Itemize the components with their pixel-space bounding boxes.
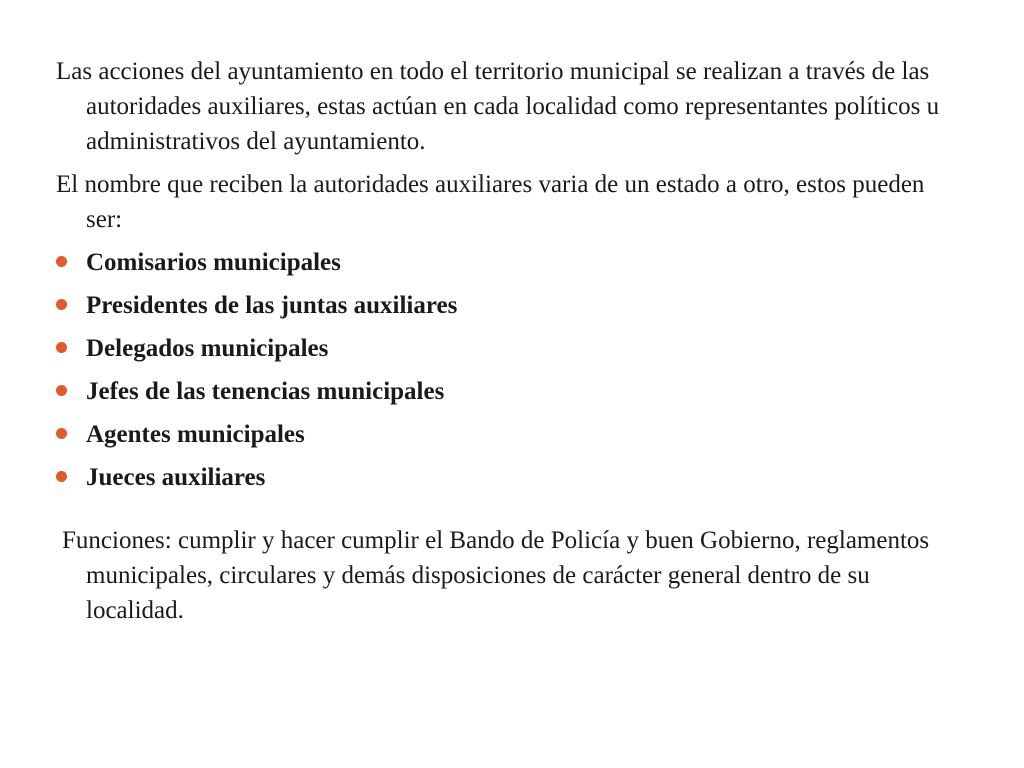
- bullet-icon: [56, 342, 67, 353]
- list-item-label: Comisarios municipales: [86, 249, 341, 276]
- list-item-label: Agentes municipales: [86, 421, 305, 448]
- list-item: [56, 331, 966, 366]
- authorities-list: [56, 245, 966, 495]
- list-item-label: Delegados municipales: [86, 335, 329, 362]
- list-item: [56, 245, 966, 280]
- funciones-paragraph: Funciones: cumplir y hacer cumplir el Bando de Policía y buen Gobierno, reglamentos municipales, circulares y demás disposiciones de carácter general dentro de su localidad.: [62, 527, 930, 624]
- list-item-label: Jefes de las tenencias municipales: [86, 378, 445, 405]
- bullet-icon: [56, 471, 67, 482]
- bullet-icon: [56, 428, 67, 439]
- bullet-icon: [56, 299, 67, 310]
- intro-paragraph: Las acciones del ayuntamiento en todo el territorio municipal se realizan a través de las autoridades auxiliares, estas actúan en cada localidad como representantes políticos u administrativos del ayuntamiento.: [56, 58, 940, 155]
- list-item: [56, 460, 966, 495]
- bullet-icon: [56, 385, 67, 396]
- list-item: [56, 417, 966, 452]
- list-item-label: Jueces auxiliares: [86, 464, 266, 491]
- list-item-label: Presidentes de las juntas auxiliares: [86, 292, 458, 319]
- list-item: [56, 288, 966, 323]
- names-intro-paragraph: El nombre que reciben la autoridades auxiliares varia de un estado a otro, estos pueden ser:: [56, 171, 925, 233]
- bullet-icon: [56, 256, 67, 267]
- list-item: [56, 374, 966, 409]
- slide-content: [56, 54, 966, 628]
